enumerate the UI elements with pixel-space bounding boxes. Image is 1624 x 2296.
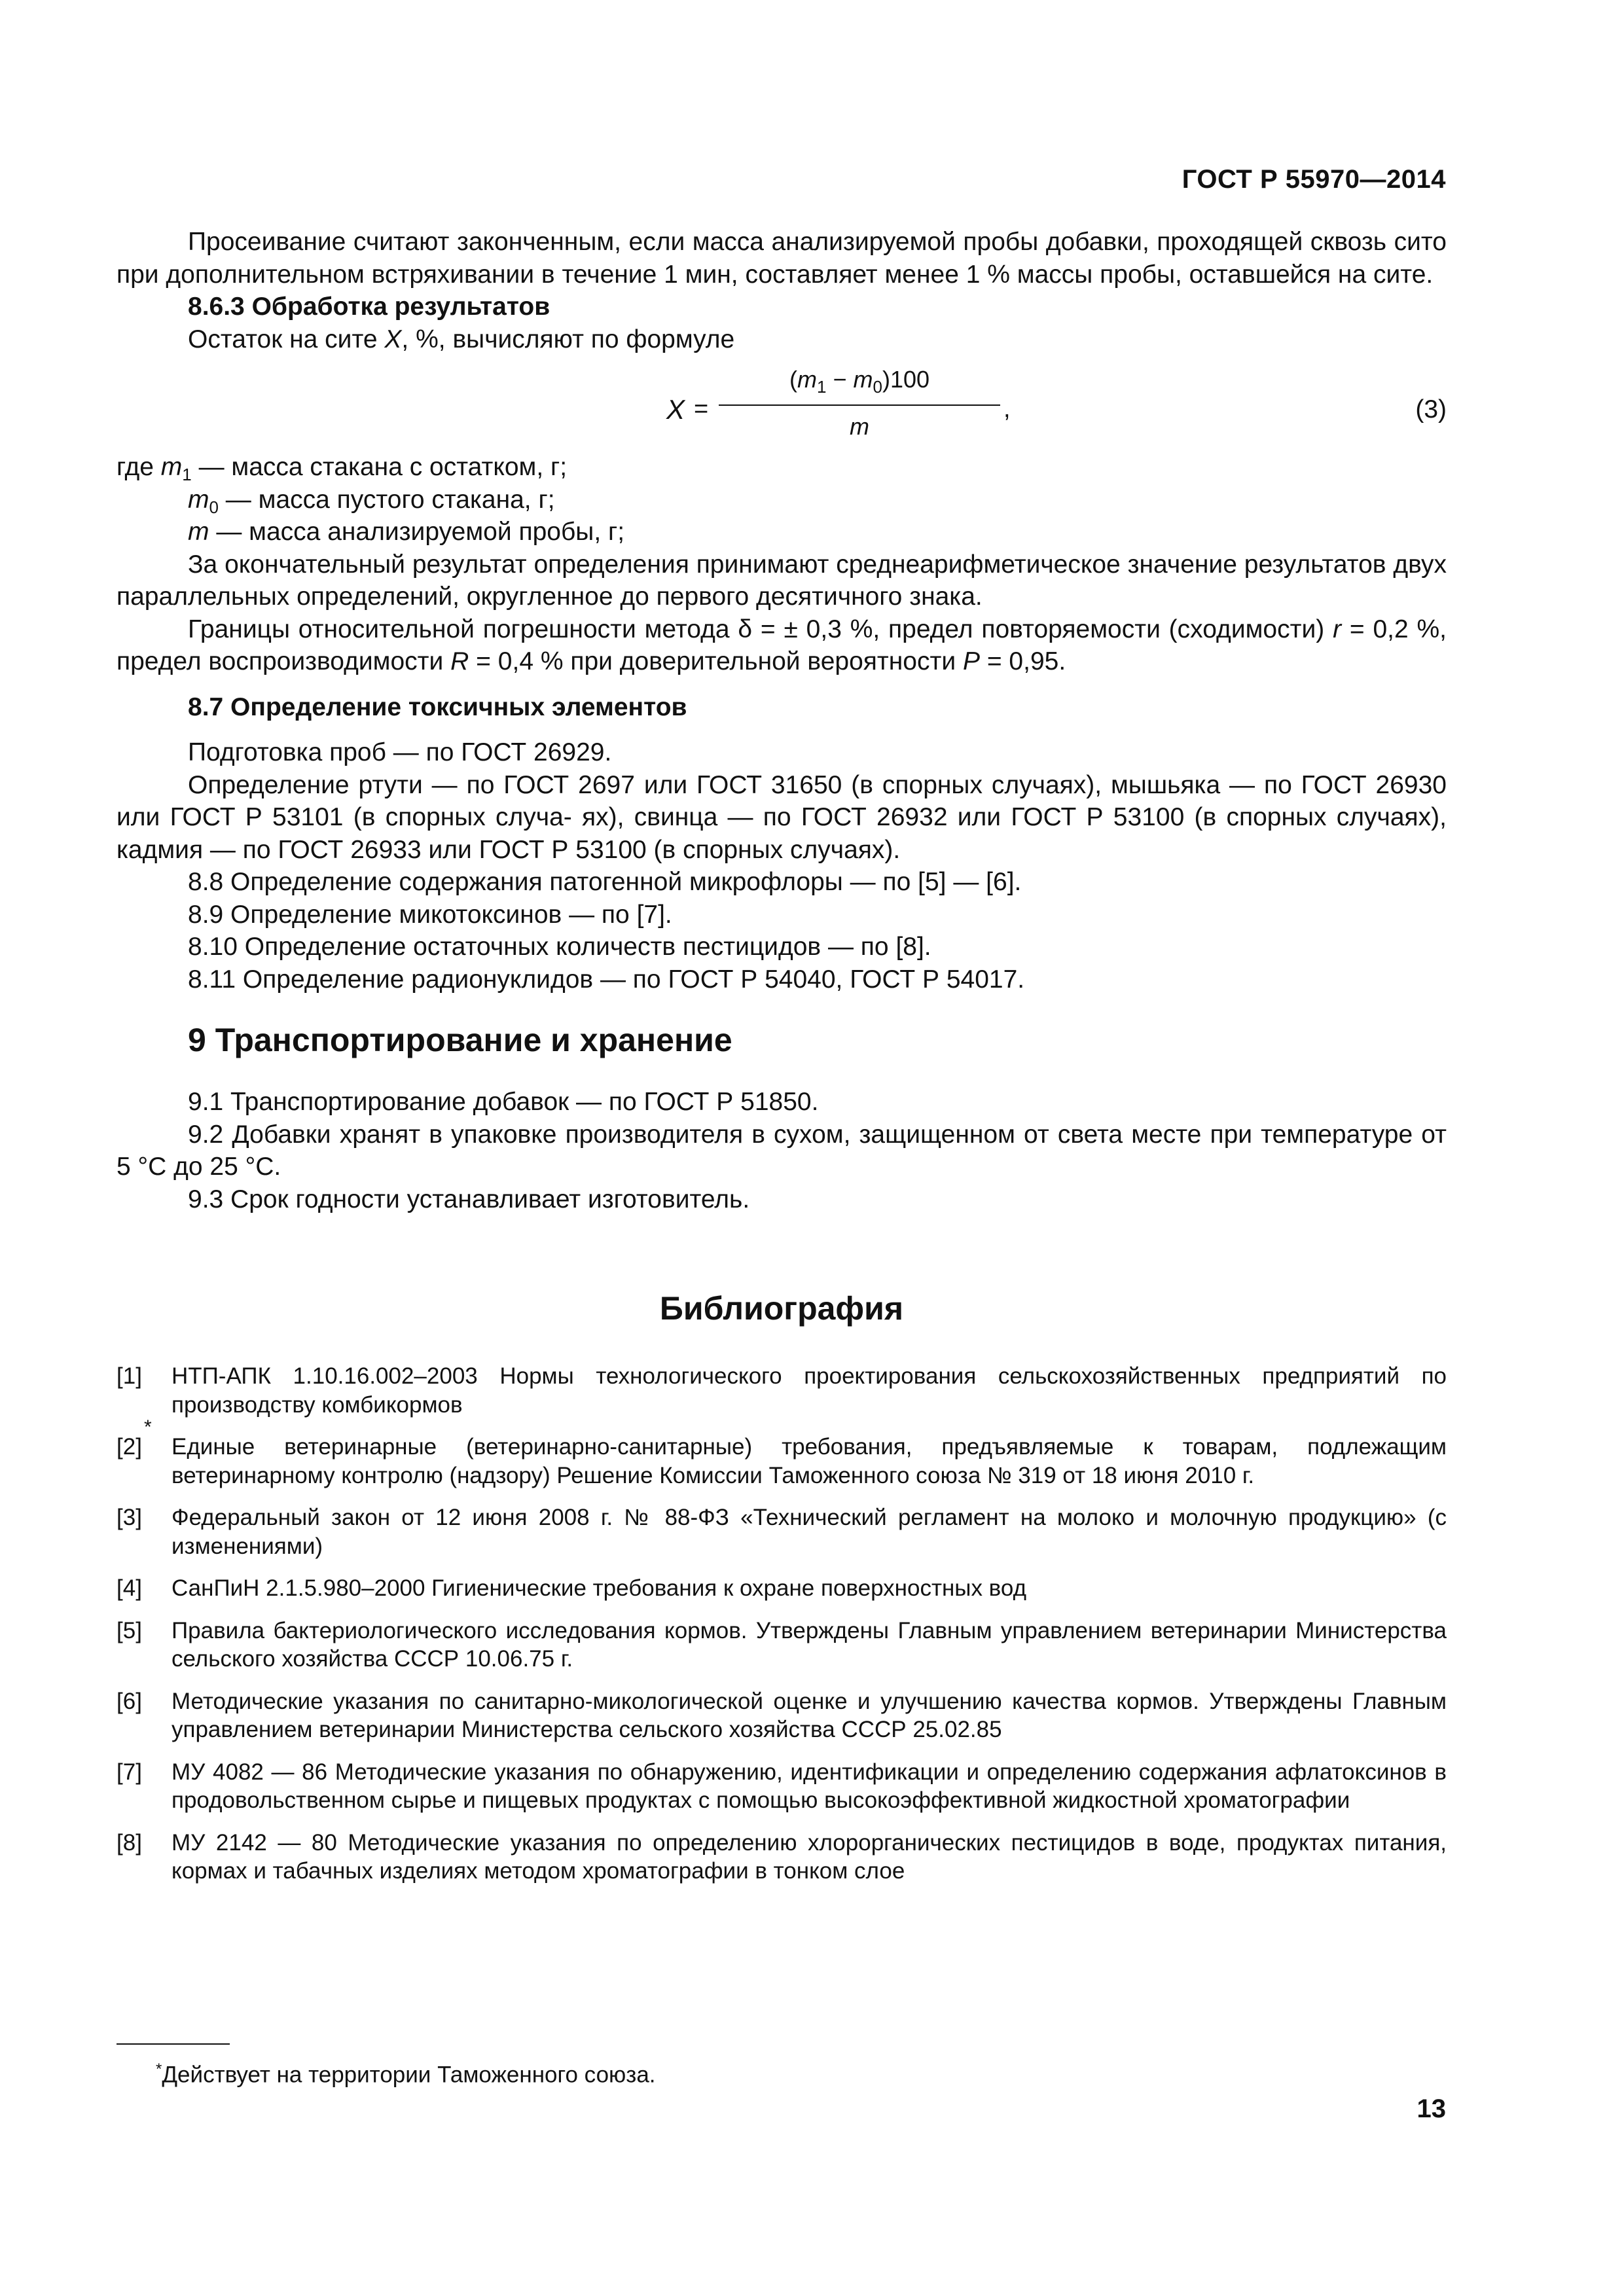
page-content — [117, 226, 1447, 1899]
paragraph-8-11: 8.11 Определение радионуклидов — по ГОСТ Р 54040, ГОСТ Р 54017. — [188, 965, 1025, 994]
text-run: — масса стакана с остатком, г; — [191, 453, 568, 481]
bib-number: [8] — [117, 1829, 142, 1856]
text-run: — масса пустого стакана, г; — [218, 485, 555, 514]
where-m1 — [117, 451, 1447, 484]
bibliography-item — [117, 1829, 1447, 1886]
paragraph-8-10: 8.10 Определение остаточных количеств пестицидов — по [8]. — [188, 933, 931, 961]
footnote — [156, 2060, 656, 2089]
paren-close-100: )100 — [882, 366, 930, 393]
bib-text: Федеральный закон от 12 июня 2008 г. № 88-ФЗ «Технический регламент на молоко и молочную продукцию» (с изменениями) — [171, 1505, 1447, 1559]
bibliography-item — [117, 1574, 1447, 1603]
sub-0: 0 — [209, 497, 219, 517]
spacer — [117, 723, 1447, 736]
text-run: где — [117, 453, 161, 481]
paren-open: ( — [789, 366, 797, 393]
bibliography-item — [117, 1758, 1447, 1815]
bibliography-title: Библиография — [659, 1290, 904, 1327]
bib-text: Правила бактериологического исследования кормов. Утверждены Главным управлением ветеринарии Министерства сельского хозяйства СССР 10.06.75 г. — [171, 1617, 1447, 1672]
bib-number: [5] — [117, 1617, 142, 1643]
where-m0 — [117, 484, 1447, 516]
paragraph-error-bounds — [117, 613, 1447, 678]
sub-0: 0 — [873, 377, 882, 397]
paragraph-9-3: 9.3 Срок годности устанавливает изготовитель. — [188, 1185, 750, 1213]
paragraph-9-2: 9.2 Добавки хранят в упаковке производителя в сухом, защищенном от света месте при температуре от 5 °С до 25 °С. — [117, 1120, 1447, 1181]
spacer — [117, 678, 1447, 691]
bib-number: [4] — [117, 1575, 142, 1601]
paragraph-final-result: За окончательный результат определения принимают среднеарифметическое значение результатов двух параллельных определений, округленное до первого десятичного знака. — [117, 550, 1447, 611]
bib-number: [2] — [117, 1434, 142, 1460]
fraction-bar — [719, 404, 1000, 406]
formula-lhs: X — [666, 394, 685, 425]
formula-comma: , — [1003, 395, 1011, 423]
footnote-marker: * — [144, 1416, 152, 1438]
bib-number: [1] — [117, 1363, 142, 1389]
formula-denominator: m — [850, 413, 869, 440]
paragraph-8-9: 8.9 Определение микотоксинов — по [7]. — [188, 900, 672, 929]
paragraph-9-1: 9.1 Транспортирование добавок — по ГОСТ Р 51850. — [188, 1088, 819, 1116]
bib-number: [7] — [117, 1759, 142, 1785]
bib-text: МУ 4082 — 86 Методические указания по обнаружению, идентификации и определению содержания афлатоксинов в продовольственном сырье и пищевых продуктах с помощью высокоэффективной жидкостной хроматографии — [171, 1759, 1447, 1813]
footnote-text: Действует на территории Таможенного союза. — [162, 2062, 656, 2088]
bibliography-item — [117, 1687, 1447, 1744]
footnote-marker: * — [156, 2060, 162, 2078]
heading-8-6-3: 8.6.3 Обработка результатов — [188, 293, 550, 321]
var-m: m — [160, 453, 183, 481]
text-run: , %, вычисляют по формуле — [401, 325, 735, 353]
sub-1: 1 — [182, 465, 192, 484]
minus-sign: − — [826, 366, 854, 393]
sub-1: 1 — [816, 377, 827, 397]
var-r: r — [1333, 615, 1342, 643]
paragraph-8-8: 8.8 Определение содержания патогенной микрофлоры — по [5] — [6]. — [188, 868, 1022, 896]
bibliography-item — [117, 1617, 1447, 1674]
var-m1: m — [797, 366, 817, 393]
formula-equals: = — [694, 395, 709, 423]
text-run: Границы относительной погрешности метода δ = ± 0,3 %, предел повторяемости (сходимости) — [188, 615, 1333, 643]
footnote-separator — [117, 2043, 230, 2045]
bib-text: НТП-АПК 1.10.16.002–2003 Нормы технологического проектирования сельскохозяйственных предприятий по производству комбикормов — [171, 1363, 1447, 1418]
section-9-heading: 9 Транспортирование и хранение — [188, 1022, 732, 1058]
var-m: m — [188, 485, 209, 514]
bib-text: СанПиН 2.1.5.980–2000 Гигиенические требования к охране поверхностных вод — [171, 1575, 1027, 1601]
bib-text: Единые ветеринарные (ветеринарно-санитарные) требования, предъявляемые к товарам, подлежащим ветеринарному контролю (надзору) Решение Комиссии Таможенного союза № 319 от 18 июня 2010 г. — [171, 1434, 1447, 1488]
bibliography-item — [117, 1503, 1447, 1560]
formula-3 — [117, 363, 1447, 448]
var-R: R — [450, 647, 469, 675]
paragraph-mercury: Определение ртути — по ГОСТ 2697 или ГОСТ 31650 (в спорных случаях), мышьяка — по ГОСТ 26930 или ГОСТ Р 53101 (в спорных случа- ях), свинца — по ГОСТ 26932 или ГОСТ Р 53100 (в спорных случаях), кадмия — по ГОСТ 26933 или ГОСТ Р 53100 (в спорных случаях). — [117, 770, 1447, 864]
var-P: P — [962, 647, 980, 675]
where-m — [117, 516, 1447, 548]
text-run: = 0,4 % при доверительной вероятности — [469, 647, 963, 675]
paragraph-sieving: Просеивание считают законченным, если масса анализируемой пробы добавки, проходящей сквозь сито при дополнительном встряхивании в течение 1 мин, составляет менее 1 % массы пробы, оставшейся на сите. — [117, 228, 1447, 289]
document-code: ГОСТ Р 55970—2014 — [1182, 165, 1446, 194]
bib-number: [3] — [117, 1505, 142, 1530]
var-m0: m — [853, 366, 873, 393]
paragraph-residue — [117, 323, 1447, 356]
page-number: 13 — [1416, 2094, 1446, 2123]
text-run: = 0,2 %, предел воспроизводимости — [117, 615, 1447, 675]
text-run: = 0,95. — [979, 647, 1066, 675]
formula-number: (3) — [1415, 395, 1447, 423]
paragraph-sample-prep: Подготовка проб — по ГОСТ 26929. — [188, 738, 612, 766]
text-run: — масса анализируемой пробы, г; — [209, 518, 625, 546]
bib-number: [6] — [117, 1688, 142, 1714]
bib-text: Методические указания по санитарно-микологической оценке и улучшению качества кормов. Утверждены Главным управлением ветеринарии Министерства сельского хозяйства СССР 25.02.85 — [171, 1688, 1447, 1742]
var-m: m — [188, 518, 209, 546]
bib-text: МУ 2142 — 80 Методические указания по определению хлорорганических пестицидов в воде, продуктах питания, кормах и табачных изделиях методом хроматографии в тонком слое — [171, 1829, 1447, 1884]
text-run: Остаток на сите — [188, 325, 385, 353]
formula-numerator — [719, 363, 1000, 396]
heading-8-7: 8.7 Определение токсичных элементов — [188, 692, 687, 721]
bibliography-item — [117, 1362, 1447, 1419]
bibliography-item — [117, 1416, 1447, 1490]
variable-x: X — [384, 325, 402, 353]
